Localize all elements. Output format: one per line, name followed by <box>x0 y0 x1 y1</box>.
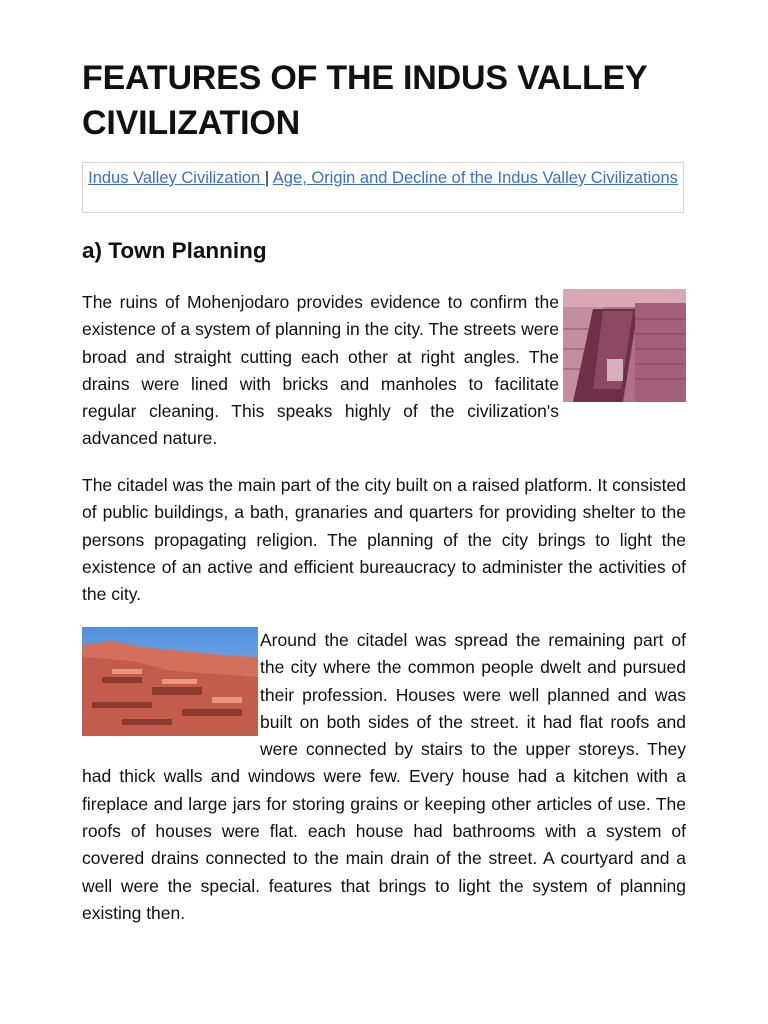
page-title: FEATURES OF THE INDUS VALLEY CIVILIZATION <box>82 59 647 142</box>
citadel-ruins-image <box>82 627 258 736</box>
paragraph-3-text: Around the citadel was spread the remaining part of the city where the common people dwelt and pursued their profession. Houses were well planned and was built on both sides of the street. it had flat roofs and were connected by stairs to the upper storeys. They had thick walls and windows were few. Every house had a kitchen with a fireplace and large jars for storing grains or keeping other articles of use. The roofs of houses were flat. each house had bathrooms with a system of covered drains connected to the main drain of the street. A courtyard and a well were the special. features that brings to light the system of planning existing then. <box>82 630 686 923</box>
paragraph-1-text: The ruins of Mohenjodaro provides evidence to confirm the existence of a system of planning in the city. The streets were broad and straight cutting each other at right angles. The drains were lined with bricks and manholes to facilitate regular cleaning. This speaks highly of the civilization's advanced nature. <box>82 292 559 449</box>
link-indus-valley-civilization[interactable]: Indus Valley Civilization <box>88 169 265 187</box>
link-separator: | <box>264 169 270 187</box>
paragraph-1 <box>82 289 686 453</box>
related-links-box <box>82 162 684 213</box>
link-age-origin-decline[interactable]: Age, Origin and Decline of the Indus Valley Civilizations <box>272 169 678 187</box>
paragraph-2: The citadel was the main part of the city built on a raised platform. It consisted of public buildings, a bath, granaries and quarters for providing shelter to the persons propagating religion. The planning of the city brings to light the existence of an active and efficient bureaucracy to administer the activities of the city. <box>82 475 686 605</box>
drain-ruins-image <box>563 289 686 402</box>
section-heading: a) Town Planning <box>82 238 267 263</box>
paragraph-3 <box>82 627 686 927</box>
